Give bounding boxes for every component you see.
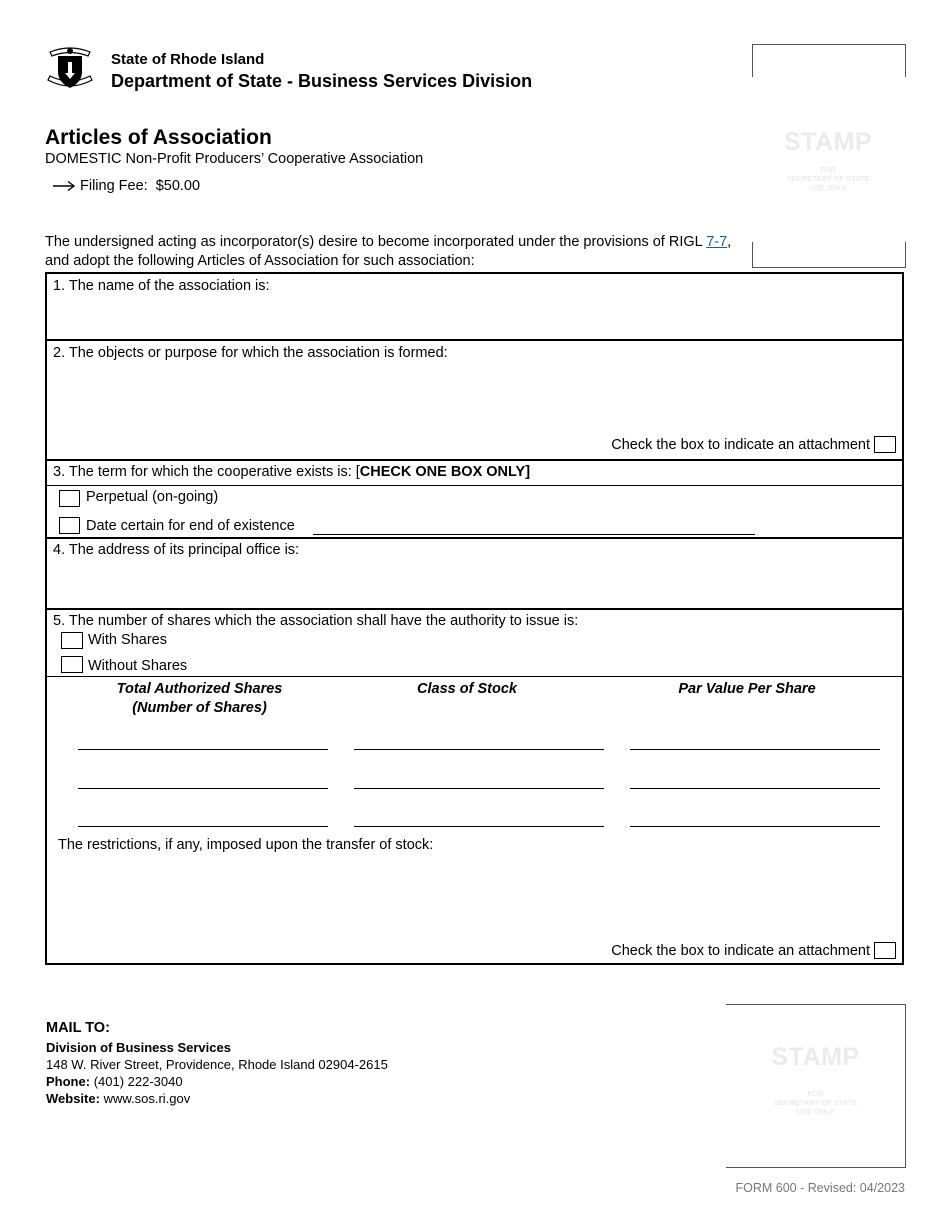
- section-5-label: 5. The number of shares which the association shall have the authority to issue is:: [53, 613, 579, 629]
- date-certain-field[interactable]: [313, 534, 755, 535]
- intro-text-1: The undersigned acting as incorporator(s) desire to become incorporated under the provisions of RIGL: [45, 234, 707, 250]
- date-certain-label: Date certain for end of existence: [86, 518, 295, 534]
- stamp-line-2: SECRETARY OF STATE: [773, 1098, 858, 1107]
- divider: [47, 608, 902, 610]
- stamp-box-top-edge: [752, 44, 906, 77]
- total-shares-field-1[interactable]: [78, 749, 328, 750]
- total-shares-header-line-1: Total Authorized Shares: [116, 681, 283, 697]
- mail-to-title: MAIL TO:: [46, 1020, 110, 1036]
- class-of-stock-field-2[interactable]: [354, 788, 604, 789]
- divider: [47, 339, 902, 341]
- total-shares-field-2[interactable]: [78, 788, 328, 789]
- articles-form: [45, 272, 904, 965]
- document-subtitle: DOMESTIC Non-Profit Producers’ Cooperative Association: [45, 151, 424, 167]
- par-value-field-1[interactable]: [630, 749, 880, 750]
- arrow-right-icon: [52, 180, 76, 192]
- section-5-attachment: [611, 942, 896, 959]
- form-revision-footer: FORM 600 - Revised: 04/2023: [735, 1181, 905, 1195]
- perpetual-checkbox[interactable]: [59, 490, 80, 507]
- total-shares-field-3[interactable]: [78, 826, 328, 827]
- section-2-label: 2. The objects or purpose for which the association is formed:: [53, 345, 448, 361]
- phone-label: Phone:: [46, 1074, 91, 1089]
- mail-address: 148 W. River Street, Providence, Rhode Island 02904-2615: [46, 1057, 388, 1072]
- section-5-attachment-checkbox[interactable]: [874, 942, 896, 959]
- stamp-line-3: USE ONLY: [809, 183, 847, 192]
- with-shares-checkbox[interactable]: [61, 632, 83, 649]
- attachment-label: Check the box to indicate an attachment: [611, 942, 870, 959]
- state-seal-logo: [44, 42, 96, 94]
- intro-text-2: , and adopt the following Articles of Association for such association:: [45, 234, 732, 269]
- filing-fee-label: Filing Fee:: [80, 178, 148, 194]
- mail-division: Division of Business Services: [46, 1040, 231, 1055]
- mail-phone: [46, 1074, 183, 1089]
- section-2-attachment: [611, 436, 896, 453]
- mail-website: [46, 1091, 190, 1106]
- perpetual-label: Perpetual (on-going): [86, 489, 219, 505]
- stamp-box-bottom-edge: [752, 242, 906, 268]
- par-value-field-3[interactable]: [630, 826, 880, 827]
- stamp-title: STAMP: [771, 1043, 860, 1071]
- document-title: Articles of Association: [45, 126, 272, 149]
- section-3-label-bold: CHECK ONE BOX ONLY]: [359, 464, 531, 480]
- divider: [47, 537, 902, 539]
- without-shares-label: Without Shares: [88, 658, 188, 674]
- stamp-line-1: FOR: [807, 1089, 824, 1098]
- website-value: www.sos.ri.gov: [103, 1091, 191, 1106]
- stamp-box-bottom: [726, 1004, 906, 1168]
- rigl-link[interactable]: 7-7: [706, 234, 728, 250]
- without-shares-checkbox[interactable]: [61, 656, 83, 673]
- total-shares-header: [77, 680, 322, 718]
- section-2-attachment-checkbox[interactable]: [874, 436, 896, 453]
- class-of-stock-header: Class of Stock: [417, 681, 517, 697]
- section-3-label-text: 3. The term for which the cooperative exists is: [: [53, 464, 360, 480]
- stamp-line-2: SECRETARY OF STATE: [786, 174, 870, 183]
- par-value-header: Par Value Per Share: [678, 681, 816, 697]
- intro-paragraph: [45, 233, 735, 271]
- attachment-label: Check the box to indicate an attachment: [611, 436, 870, 453]
- filing-fee-row: [52, 178, 200, 194]
- class-of-stock-field-3[interactable]: [354, 826, 604, 827]
- stamp-area-top: [752, 120, 904, 210]
- stamp-line-1: FOR: [820, 165, 836, 174]
- class-of-stock-field-1[interactable]: [354, 749, 604, 750]
- par-value-field-2[interactable]: [630, 788, 880, 789]
- divider: [47, 676, 902, 677]
- phone-value: (401) 222-3040: [93, 1074, 183, 1089]
- total-shares-header-line-2: (Number of Shares): [132, 700, 267, 716]
- date-certain-checkbox[interactable]: [59, 517, 80, 534]
- divider: [47, 459, 902, 461]
- divider: [47, 485, 902, 486]
- stamp-title: STAMP: [783, 128, 873, 156]
- with-shares-label: With Shares: [88, 632, 167, 648]
- website-label: Website:: [46, 1091, 100, 1106]
- restrictions-label: The restrictions, if any, imposed upon the transfer of stock:: [58, 837, 434, 853]
- section-1-label: 1. The name of the association is:: [53, 278, 270, 294]
- state-name: State of Rhode Island: [111, 51, 265, 68]
- section-3-label: [53, 464, 530, 480]
- department-name: Department of State - Business Services Division: [111, 71, 533, 91]
- section-4-label: 4. The address of its principal office is:: [53, 542, 300, 558]
- stamp-line-3: USE ONLY: [796, 1107, 835, 1116]
- filing-fee-value: $50.00: [155, 178, 201, 194]
